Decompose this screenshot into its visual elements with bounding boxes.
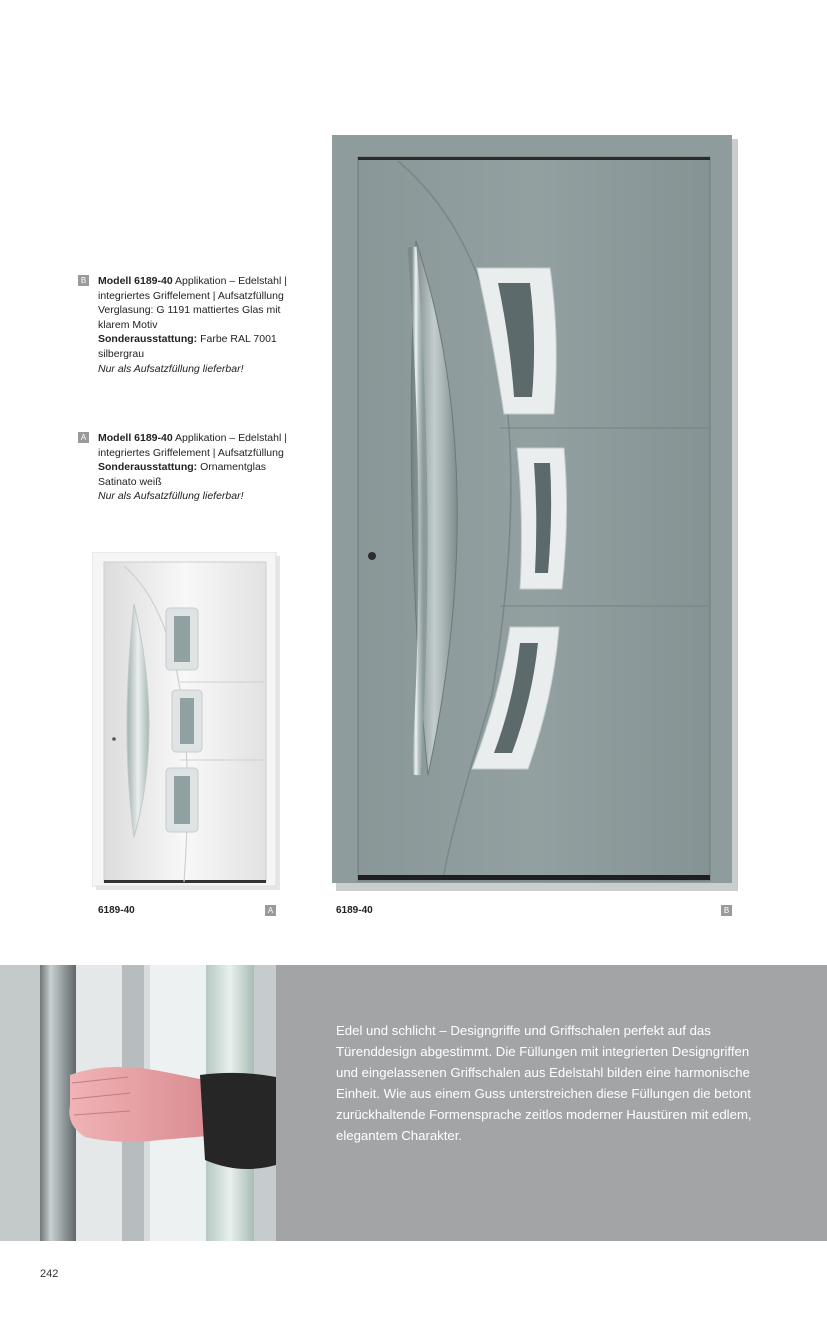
spec-a-model-desc: Applikation – Edelstahl | integriertes Griffelement | Aufsatzfüllung [98,432,287,459]
spec-a-model: Modell 6189-40 [98,432,173,444]
spec-b-note: Nur als Aufsatzfüllung lieferbar! [98,362,244,375]
caption-large-door: 6189-40 [336,905,373,916]
spec-block-a [78,431,288,504]
page-number: 242 [40,1268,59,1280]
spec-a-extra-label: Sonderausstattung: [98,461,198,474]
spec-b-model-desc: Applikation – Edelstahl | integriertes Griffelement | Aufsatzfüllung [98,275,287,302]
spec-b-extra-value: Farbe RAL 7001 silbergrau [98,333,277,360]
spec-block-b [78,274,288,376]
handle-photo [0,965,276,1241]
description-panel [276,965,827,1241]
spec-b-glazing: Verglasung: G 1191 mattiertes Glas mit klarem Motiv [98,304,281,331]
spec-a-note: Nur als Aufsatzfüllung lieferbar! [98,490,244,503]
caption-small-door: 6189-40 [98,905,135,916]
handle-photo-illustration [0,965,276,1241]
spec-b-model: Modell 6189-40 [98,275,173,287]
spec-tag-a: A [78,432,89,443]
door-image-b [332,135,738,891]
description-text: Edel und schlicht – Designgriffe und Griffschalen perfekt auf das Türenddesign abgestimmt. Die Füllungen mit integrierten Designgriffen und eingelassenen Griffschalen aus Edelstahl bilden eine harmonische Einheit. Wie aus einem Guss unterstreichen diese Füllungen die betont zurückhaltende Formensprache zeitlos moderner Haustüren mit edlem, elegantem Charakter. [336,1023,752,1143]
caption-tag-a: A [265,905,276,916]
caption-tag-b: B [721,905,732,916]
door-image-a [92,552,282,892]
spec-b-extra-label: Sonderausstattung: [98,333,198,346]
spec-tag-b: B [78,275,89,286]
spec-a-extra-value: Ornamentglas Satinato weiß [98,461,267,488]
